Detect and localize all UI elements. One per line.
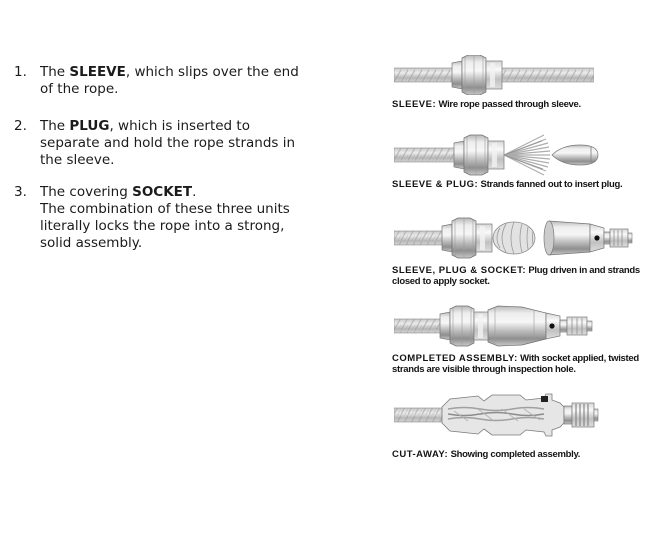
sleeve-illustration	[394, 55, 594, 95]
fanned-strands	[504, 135, 550, 175]
text-run: .	[192, 184, 197, 200]
socket-part	[544, 221, 632, 255]
item-text	[40, 64, 360, 98]
text-run: The combination of these three units	[40, 201, 290, 217]
inspection-hole	[549, 323, 554, 328]
closed-strand-bulb	[493, 222, 535, 254]
text-run: separate and hold the rope strands in	[40, 135, 296, 151]
figure-sleeve	[394, 55, 594, 95]
text-run: , which is inserted to	[109, 118, 250, 134]
text-run: The	[40, 64, 70, 80]
caption-text: With socket applied, twisted strands are visible through inspection hole.	[392, 353, 639, 375]
text-run: The	[40, 118, 70, 134]
completed-assembly-illustration	[394, 303, 609, 349]
item-number: 3.	[14, 184, 27, 200]
caption-text: Strands fanned out to insert plug.	[480, 179, 623, 190]
text-run: solid assembly.	[40, 235, 143, 251]
text-run: The covering	[40, 184, 133, 200]
figure-caption-sleeve-plug	[392, 179, 650, 190]
figure-caption-cut-away	[392, 449, 650, 460]
instruction-item-socket	[14, 184, 360, 252]
term-sleeve: SLEEVE	[69, 64, 126, 80]
item-number: 1.	[14, 64, 27, 80]
figure-sleeve-plug	[394, 133, 604, 177]
figure-caption-completed-assembly	[392, 353, 650, 375]
sleeve-plug-illustration	[394, 133, 604, 177]
figure-cut-away	[394, 387, 609, 443]
cut-away-shell	[442, 394, 564, 436]
caption-label: CUT-AWAY:	[392, 449, 449, 460]
item-number: 2.	[14, 118, 27, 134]
term-socket: SOCKET	[132, 184, 193, 200]
instruction-item-plug	[14, 118, 360, 169]
caption-text: Wire rope passed through sleeve.	[438, 99, 581, 110]
sleeve-plug-socket-illustration	[394, 213, 634, 263]
text-run: of the rope.	[40, 81, 119, 97]
caption-label: SLEEVE:	[392, 99, 437, 110]
inspection-hole-cut	[541, 396, 548, 402]
item-text	[40, 184, 360, 252]
inspection-hole	[594, 235, 599, 240]
term-plug: PLUG	[69, 118, 110, 134]
caption-text: Plug driven in and strands closed to apply socket.	[392, 265, 640, 287]
figure-completed-assembly	[394, 303, 609, 349]
item-text	[40, 118, 360, 169]
figure-caption-sleeve	[392, 99, 650, 110]
socket-applied	[488, 306, 592, 346]
caption-label: SLEEVE & PLUG:	[392, 179, 479, 190]
caption-label: SLEEVE, PLUG & SOCKET:	[392, 265, 526, 276]
caption-text: Showing completed assembly.	[450, 449, 581, 460]
threaded-stud	[564, 403, 598, 427]
text-run: the sleeve.	[40, 152, 115, 168]
cut-away-illustration	[394, 387, 609, 443]
figure-sleeve-plug-socket	[394, 213, 634, 263]
caption-label: COMPLETED ASSEMBLY:	[392, 353, 518, 364]
text-run: literally locks the rope into a strong,	[40, 218, 285, 234]
text-run: , which slips over the end	[125, 64, 299, 80]
instruction-item-sleeve	[14, 64, 360, 98]
plug-part	[552, 145, 598, 165]
figure-caption-sleeve-plug-socket	[392, 265, 650, 287]
